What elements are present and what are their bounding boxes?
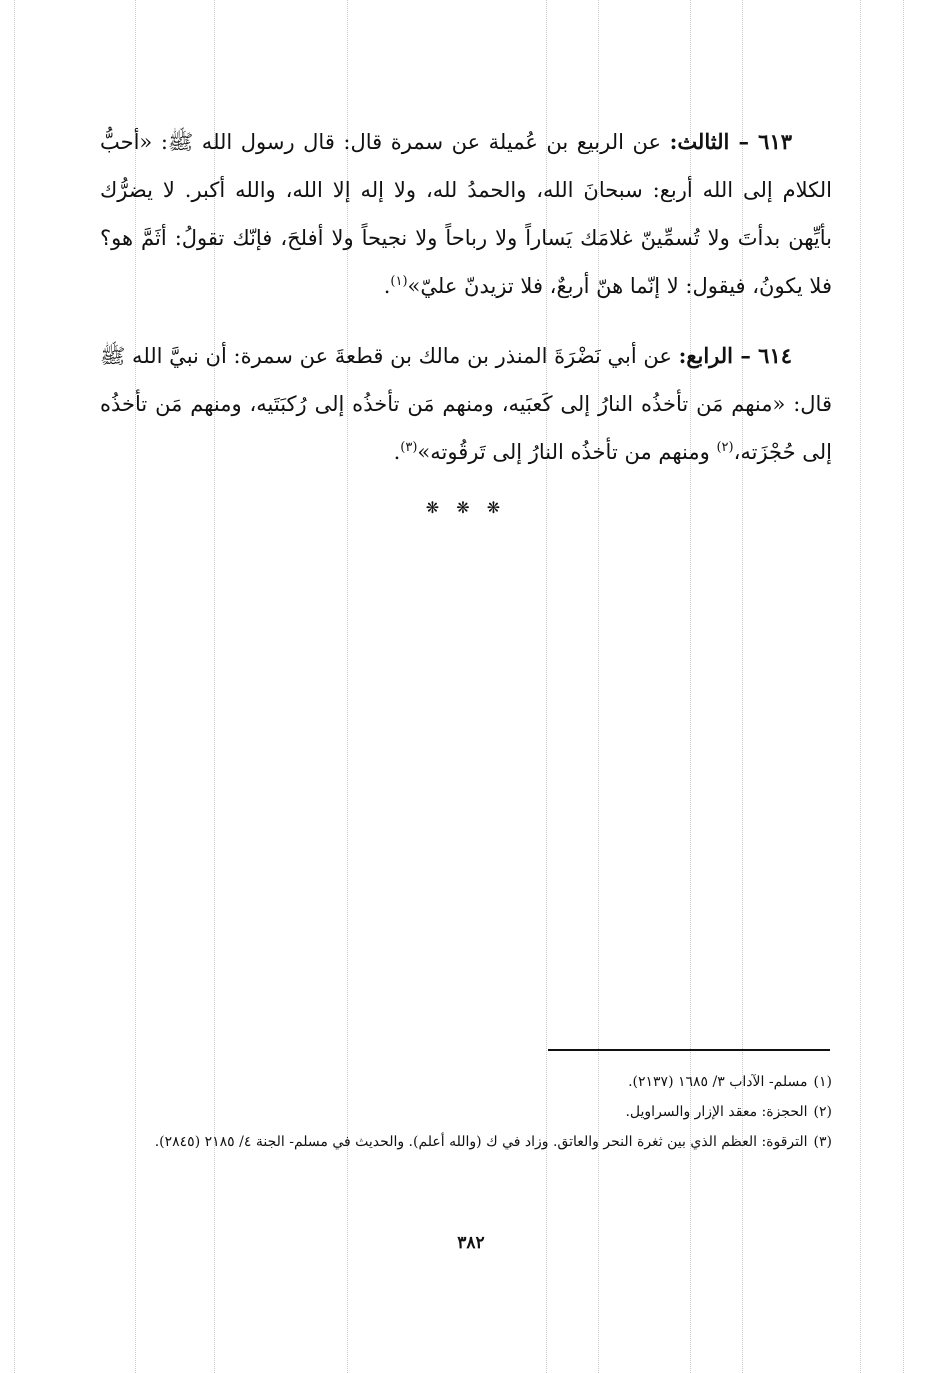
footnote-ref: (١)	[390, 274, 408, 289]
footnote-text: الحجزة: معقد الإزار والسراويل.	[625, 1104, 808, 1120]
footnote-number: (٣)	[813, 1134, 832, 1150]
footnote-text: الترقوة: العظم الذي بين ثغرة النحر والعاتق. وزاد في ك (والله أعلم). والحديث في مسلم- الجنة ٤/ ٢١٨٥ (٢٨٤٥).	[154, 1134, 808, 1150]
scan-artifact-line	[903, 0, 904, 1373]
footnote-ref: (٢)	[716, 440, 734, 455]
page-number: ٣٨٢	[457, 1233, 485, 1253]
footnotes	[88, 1070, 832, 1160]
hadith-number: ٦١٤	[758, 343, 793, 368]
hadith-end: .	[393, 440, 401, 464]
section-separator: ❋ ❋ ❋	[425, 498, 507, 517]
scan-artifact-line	[860, 0, 861, 1373]
hadith-613	[100, 118, 832, 310]
footnote-divider	[548, 1049, 830, 1051]
hadith-dash: –	[729, 129, 759, 154]
hadith-614	[100, 332, 832, 476]
hadith-title: الثالث:	[669, 129, 730, 154]
footnote-number: (١)	[813, 1074, 832, 1090]
hadith-dash: –	[733, 343, 759, 368]
footnote-item	[88, 1070, 832, 1094]
hadith-title: الرابع:	[678, 343, 734, 368]
hadith-text: عن الربيع بن عُميلة عن سمرة قال: قال رسول الله ﷺ: «أحبُّ الكلام إلى الله أربع: سبحانَ الله، والحمدُ لله، ولا إله إلا الله، والله أكبر. لا يضرُّك بأيِّهن بدأتَ ولا تُسمِّينّ غلامَك يَساراً ولا رباحاً ولا نجيحاً ولا أفلحَ، فإنّك تقولُ: أثَمَّ هو؟ فلا يكونُ، فيقول: لا إنّما هنّ أربعٌ، فلا تزيدنّ عليّ»	[100, 130, 832, 298]
hadith-text: عن أبي نَضْرَةَ المنذر بن مالك بن قطعةَ عن سمرة: أن نبيَّ الله ﷺ قال: «منهم مَن تأخذُه النارُ إلى كَعبَيه، ومنهم مَن تأخذُه إلى رُكبَتَيه، ومنهم مَن تأخذُه إلى حُجْزَته،	[100, 344, 832, 464]
footnote-ref: (٣)	[400, 440, 418, 455]
hadith-number: ٦١٣	[758, 129, 793, 154]
hadith-text: ومنهم من تأخذُه النارُ إلى تَرقُوته»	[417, 440, 717, 464]
footnote-number: (٢)	[813, 1104, 832, 1120]
footnote-text: مسلم- الآداب ٣/ ١٦٨٥ (٢١٣٧).	[628, 1074, 808, 1090]
footnote-item	[88, 1130, 832, 1154]
scan-artifact-line	[14, 0, 15, 1373]
hadith-end: .	[383, 274, 391, 298]
page-body	[100, 118, 832, 517]
footnote-item	[88, 1100, 832, 1124]
